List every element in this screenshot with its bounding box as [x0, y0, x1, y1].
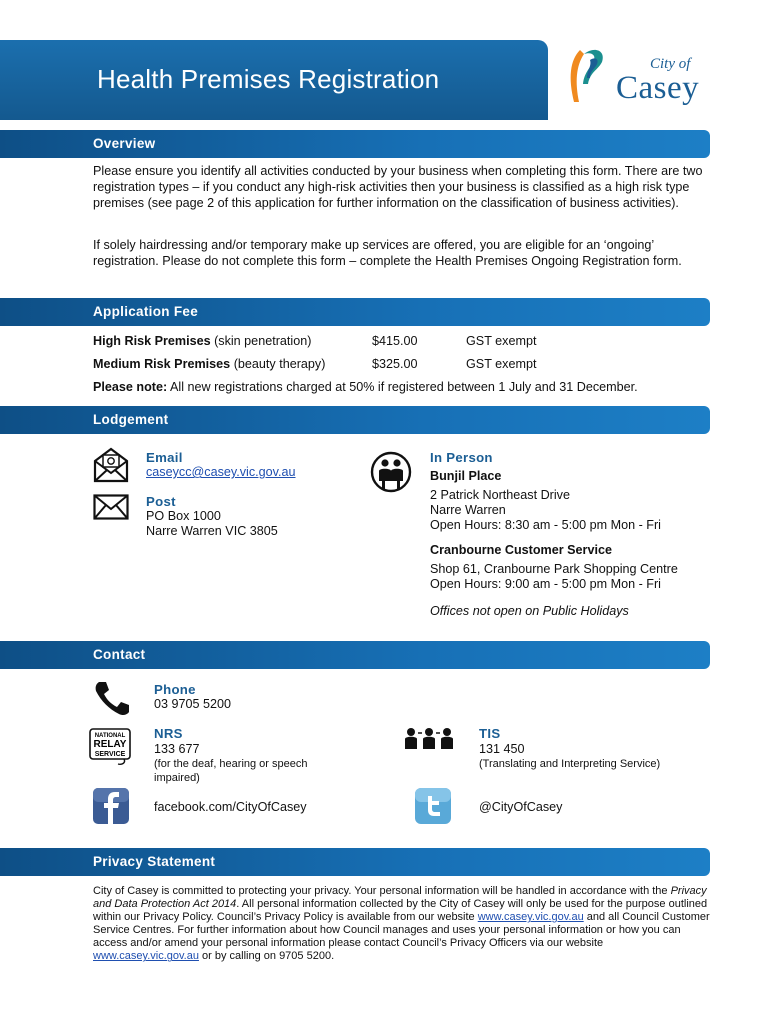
fee-row-high	[93, 334, 311, 350]
logo-city-of: City of	[650, 56, 691, 72]
email-icon	[93, 447, 129, 483]
facebook-icon[interactable]	[92, 787, 130, 825]
privacy-text-b: . All personal information collected by the City of Casey will only be used for the purpose outlined within our Privacy Policy. Council’s Privacy Policy is available from our website	[93, 898, 708, 924]
post-title: Post	[146, 494, 176, 509]
fee-heading-bar	[0, 298, 710, 326]
privacy-heading-bar	[0, 848, 710, 876]
lodgement-heading-bar	[0, 406, 710, 434]
cranbourne-title: Cranbourne Customer Service	[430, 543, 612, 557]
tis-people-icon	[404, 727, 454, 749]
fee-heading: Application Fee	[93, 304, 199, 319]
holidays-note: Offices not open on Public Holidays	[430, 604, 629, 618]
tis-title: TIS	[479, 726, 501, 741]
bunjil-title: Bunjil Place	[430, 469, 502, 483]
fee-gst-high: GST exempt	[466, 334, 537, 348]
fee-row-label: High Risk Premises	[93, 334, 211, 348]
header-banner	[0, 40, 548, 120]
nrs-desc-line-2: impaired)	[154, 772, 200, 784]
overview-heading-bar	[0, 130, 710, 158]
bunjil-line-1: 2 Patrick Northeast Drive	[430, 488, 570, 502]
bunjil-line-2: Narre Warren	[430, 503, 506, 517]
contact-heading-bar	[0, 641, 710, 669]
privacy-text-a: City of Casey is committed to protecting your privacy. Your personal information will be handled in accordance with the	[93, 885, 671, 897]
nrs-desc-line-1: (for the deaf, hearing or speech	[154, 758, 308, 770]
facebook-link[interactable]: facebook.com/CityOfCasey	[154, 800, 307, 814]
overview-paragraph-2: If solely hairdressing and/or temporary make up services are offered, you are eligible for an ‘ongoing’ registration. Please do not complete this form – complete the Health Premises Ongoing Registration form.	[93, 238, 682, 269]
fee-row-label: Medium Risk Premises	[93, 357, 231, 371]
fee-note-label: Please note:	[93, 380, 168, 394]
twitter-icon[interactable]	[414, 787, 452, 825]
privacy-heading: Privacy Statement	[93, 854, 216, 869]
privacy-text-c: and all Council Customer Service Centres. For further information about how Council manages and uses your personal information or how you can access and/or amend your personal information please contact Council’s Privacy Officers via our website	[93, 911, 710, 950]
email-title: Email	[146, 450, 183, 465]
contact-heading: Contact	[93, 647, 146, 662]
fee-row-note: (beauty therapy)	[230, 357, 326, 371]
twitter-handle[interactable]: @CityOfCasey	[479, 800, 563, 814]
tis-number: 131 450	[479, 742, 525, 756]
inperson-title: In Person	[430, 450, 493, 465]
bunjil-hours: Open Hours: 8:30 am - 5:00 pm Mon - Fri	[430, 518, 661, 532]
privacy-act-name: Privacy and Data Protection Act 2014	[93, 885, 707, 911]
nrs-badge-line-3: SERVICE	[94, 751, 126, 758]
city-of-casey-logo	[566, 44, 711, 110]
cranbourne-line-1: Shop 61, Cranbourne Park Shopping Centre	[430, 562, 678, 576]
fee-amount-high: $415.00	[372, 334, 418, 348]
fee-row-medium	[93, 357, 325, 373]
tis-desc: (Translating and Interpreting Service)	[479, 758, 661, 770]
fee-note	[93, 380, 638, 396]
page-title: Health Premises Registration	[97, 64, 440, 94]
envelope-icon	[93, 494, 129, 520]
fee-row-note: (skin penetration)	[210, 334, 312, 348]
people-icon	[370, 451, 412, 493]
overview-paragraph-1: Please ensure you identify all activities conducted by your business when completing this form. There are two registration types – if you conduct any high-risk activities then your business is classified as a high risk type premises (see page 2 of this application for further information on the classification of business activities).	[93, 164, 703, 211]
phone-title: Phone	[154, 682, 196, 697]
logo-casey: Casey	[616, 70, 700, 106]
fee-gst-medium: GST exempt	[466, 357, 537, 371]
email-link[interactable]: caseycc@casey.vic.gov.au	[146, 465, 296, 479]
lodgement-heading: Lodgement	[93, 412, 169, 427]
phone-number: 03 9705 5200	[154, 697, 232, 711]
nrs-number: 133 677	[154, 742, 200, 756]
post-line-2: Narre Warren VIC 3805	[146, 524, 278, 538]
national-relay-service-icon	[88, 727, 136, 767]
fee-note-text: All new registrations charged at 50% if registered between 1 July and 31 December.	[167, 380, 638, 394]
phone-icon	[93, 679, 131, 717]
nrs-badge-line-2: RELAY	[93, 739, 127, 750]
privacy-text-d: or by calling on 9705 5200.	[198, 950, 335, 963]
privacy-website-link-1[interactable]: www.casey.vic.gov.au	[477, 911, 584, 924]
overview-heading: Overview	[93, 136, 156, 151]
cranbourne-hours: Open Hours: 9:00 am - 5:00 pm Mon - Fri	[430, 577, 661, 591]
nrs-badge-line-1: NATIONAL	[94, 733, 126, 739]
nrs-title: NRS	[154, 726, 183, 741]
post-line-1: PO Box 1000	[146, 509, 221, 523]
privacy-website-link-2[interactable]: www.casey.vic.gov.au	[93, 950, 199, 963]
fee-amount-medium: $325.00	[372, 357, 418, 371]
privacy-text	[93, 885, 711, 964]
